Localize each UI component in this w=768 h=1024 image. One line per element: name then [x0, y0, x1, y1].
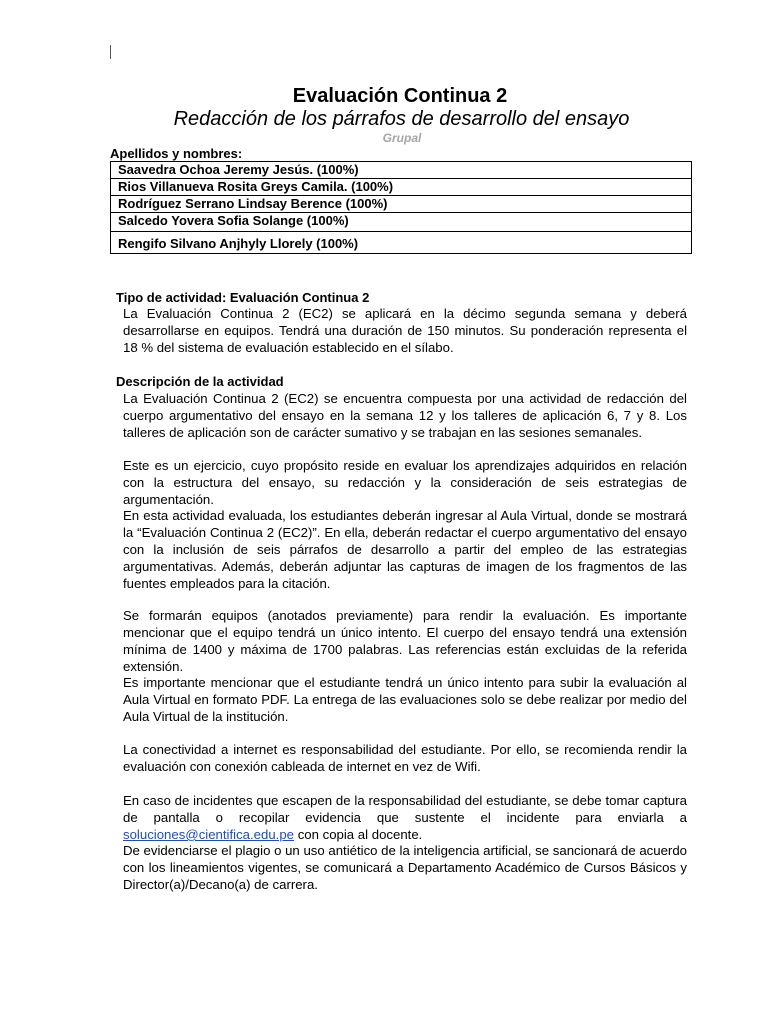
activity-type-heading: Tipo de actividad: Evaluación Continua 2 — [116, 290, 370, 305]
students-table — [110, 161, 692, 254]
group-label: Grupal — [382, 131, 422, 145]
text-cursor — [110, 45, 111, 59]
student-name: Rios Villanueva Rosita Greys Camila. (100%) — [111, 179, 691, 196]
document-title: Evaluación Continua 2 — [292, 85, 508, 107]
description-paragraph: La Evaluación Continua 2 (EC2) se encuentra compuesta por una actividad de redacción del cuerpo argumentativo del ensayo en la semana 12 y los talleres de aplicación 6, 7 y 8. Los talleres de aplicación son de carácter sumativo y se trabajan en las sesiones semanales. — [123, 391, 687, 440]
description-heading: Descripción de la actividad — [116, 374, 284, 389]
student-name: Salcedo Yovera Sofia Solange (100%) — [111, 213, 691, 232]
plagiarism-paragraph: De evidenciarse el plagio o un uso antiético de la inteligencia artificial, se sancionará de acuerdo con los lineamientos vigentes, se comunicará a Departamento Académico de Cursos Básicos y Director(a)/Decano(a) de carrera. — [123, 843, 687, 892]
student-name: Saavedra Ochoa Jeremy Jesús. (100%) — [111, 162, 691, 179]
description-paragraph: Este es un ejercicio, cuyo propósito reside en evaluar los aprendizajes adquiridos en relación con la estructura del ensayo, su redacción y la consideración de seis estrategias de argumentación. — [123, 458, 687, 507]
description-paragraph: En esta actividad evaluada, los estudiantes deberán ingresar al Aula Virtual, donde se mostrará la “Evaluación Continua 2 (EC2)”. En ella, deberán redactar el cuerpo argumentativo del ensayo con la inclusión de seis párrafos de desarrollo a partir del empleo de las estrategias argumentativas. Además, deberán adjuntar las capturas de imagen de los fragmentos de las fuentes empleados para la citación. — [123, 508, 687, 591]
description-paragraph: Es importante mencionar que el estudiante tendrá un único intento para subir la evaluación al Aula Virtual en formato PDF. La entrega de las evaluaciones solo se debe realizar por medio del Aula Virtual de la institución. — [123, 675, 687, 724]
incidents-text-end: con copia al docente. — [297, 827, 423, 842]
document-subtitle: Redacción de los párrafos de desarrollo del ensayo — [173, 108, 630, 130]
students-label: Apellidos y nombres: — [110, 146, 243, 161]
description-paragraph: La conectividad a internet es responsabilidad del estudiante. Por ello, se recomienda rendir la evaluación con conexión cableada de internet en vez de Wifi. — [123, 742, 687, 774]
incidents-text: En caso de incidentes que escapen de la responsabilidad del estudiante, se debe tomar captura de pantalla o recopilar evidencia que sustente el incidente para enviarla a — [123, 793, 687, 825]
description-paragraph: Se formarán equipos (anotados previamente) para rendir la evaluación. Es importante mencionar que el equipo tendrá un único intento. El cuerpo del ensayo tendrá una extensión mínima de 1400 y máxima de 1700 palabras. Las referencias están excluidas de la referida extensión. — [123, 608, 687, 674]
student-name: Rodríguez Serrano Lindsay Berence (100%) — [111, 196, 691, 213]
support-email-link[interactable]: soluciones@cientifica.edu.pe — [123, 827, 295, 842]
incidents-paragraph — [123, 792, 687, 843]
student-name: Rengifo Silvano Anjhyly Llorely (100%) — [118, 236, 359, 251]
activity-type-text: La Evaluación Continua 2 (EC2) se aplicará en la décimo segunda semana y deberá desarrollarse en equipos. Tendrá una duración de 150 minutos. Su ponderación representa el 18 % del sistema de evaluación establecido en el sílabo. — [123, 306, 687, 355]
